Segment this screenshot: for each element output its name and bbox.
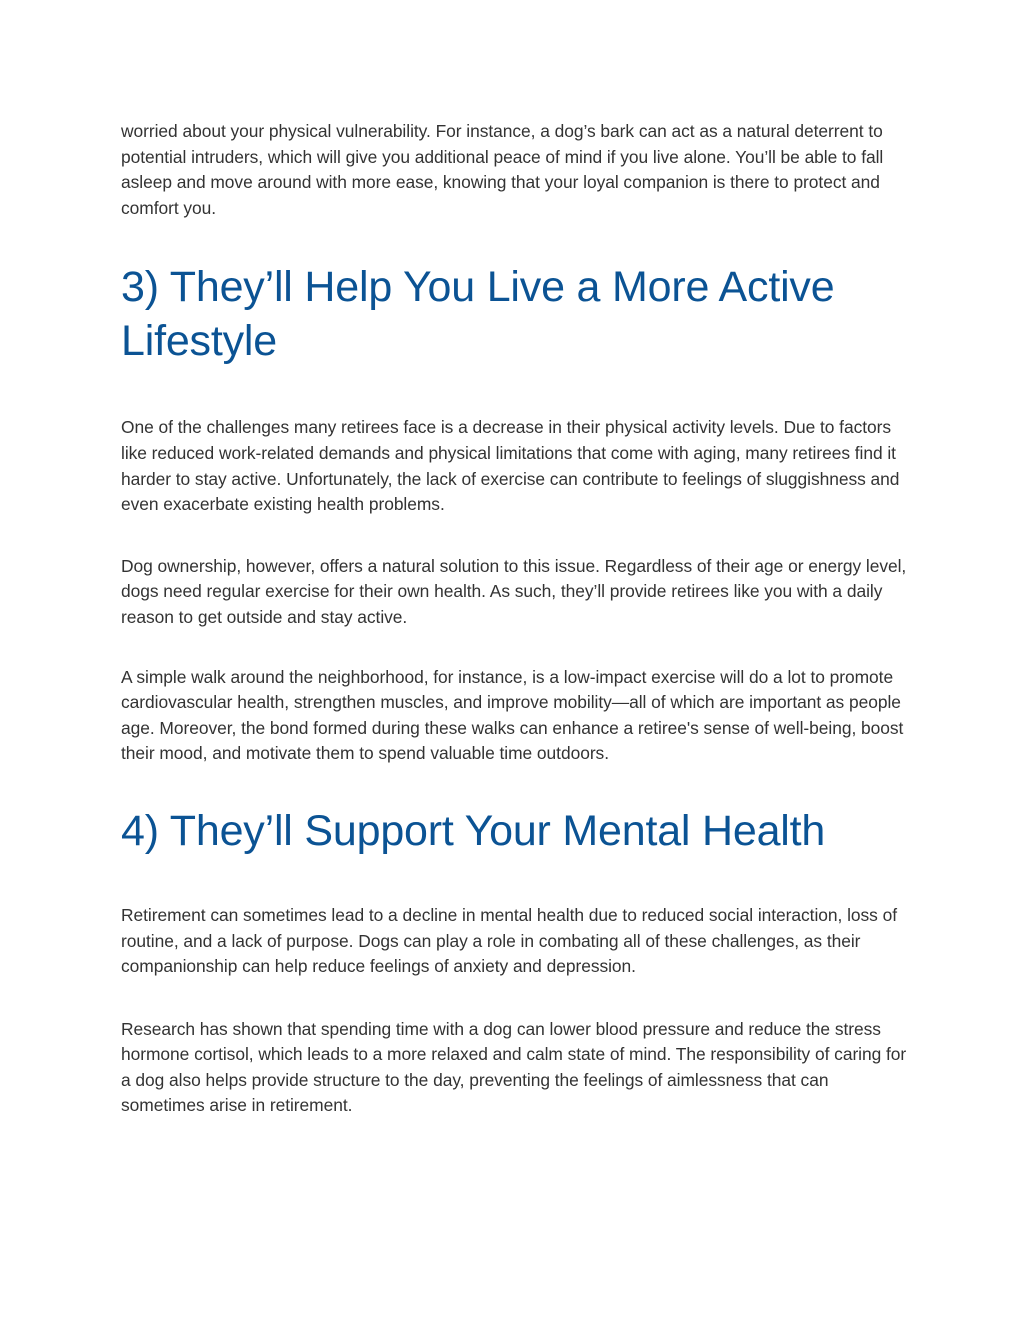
intro-paragraph: worried about your physical vulnerability. For instance, a dog’s bark can act as a natural deterrent to potential intruders, which will give you additional peace of mind if you live alone. You’ll be able to fall asleep and move around with more ease, knowing that your loyal companion is there to protect and comfort you.: [121, 121, 884, 218]
section-3-paragraph-2: Dog ownership, however, offers a natural solution to this issue. Regardless of their age or energy level, dogs need regular exercise for their own health. As such, they’ll provide retirees like you with a daily reason to get outside and stay active.: [121, 555, 907, 627]
document-page: [121, 119, 911, 1119]
section-3-heading: 3) They’ll Help You Live a More Active Lifestyle: [121, 263, 835, 366]
section-4-paragraph-2: Research has shown that spending time with a dog can lower blood pressure and reduce the stress hormone cortisol, which leads to a more relaxed and calm state of mind. The responsibility of caring for a dog also helps provide structure to the day, preventing the feelings of aimlessness that can sometimes arise in retirement.: [121, 1018, 907, 1116]
section-4-paragraph-1: Retirement can sometimes lead to a decline in mental health due to reduced social interaction, loss of routine, and a lack of purpose. Dogs can play a role in combating all of these challenges, as their companionship can help reduce feelings of anxiety and depression.: [121, 904, 897, 977]
section-3-paragraph-1: One of the challenges many retirees face is a decrease in their physical activity levels. Due to factors like reduced work-related demands and physical limitations that come with aging, many retirees find it harder to stay active. Unfortunately, the lack of exercise can contribute to feelings of sluggishness and even exacerbate existing health problems.: [121, 417, 900, 515]
section-3-paragraph-3: A simple walk around the neighborhood, for instance, is a low-impact exercise will do a lot to promote cardiovascular health, strengthen muscles, and improve mobility—all of which are important as people age. Moreover, the bond formed during these walks can enhance a retiree's sense of well-being, boost their mood, and motivate them to spend valuable time outdoors.: [121, 666, 904, 764]
section-4-heading: 4) They’ll Support Your Mental Health: [121, 806, 826, 855]
